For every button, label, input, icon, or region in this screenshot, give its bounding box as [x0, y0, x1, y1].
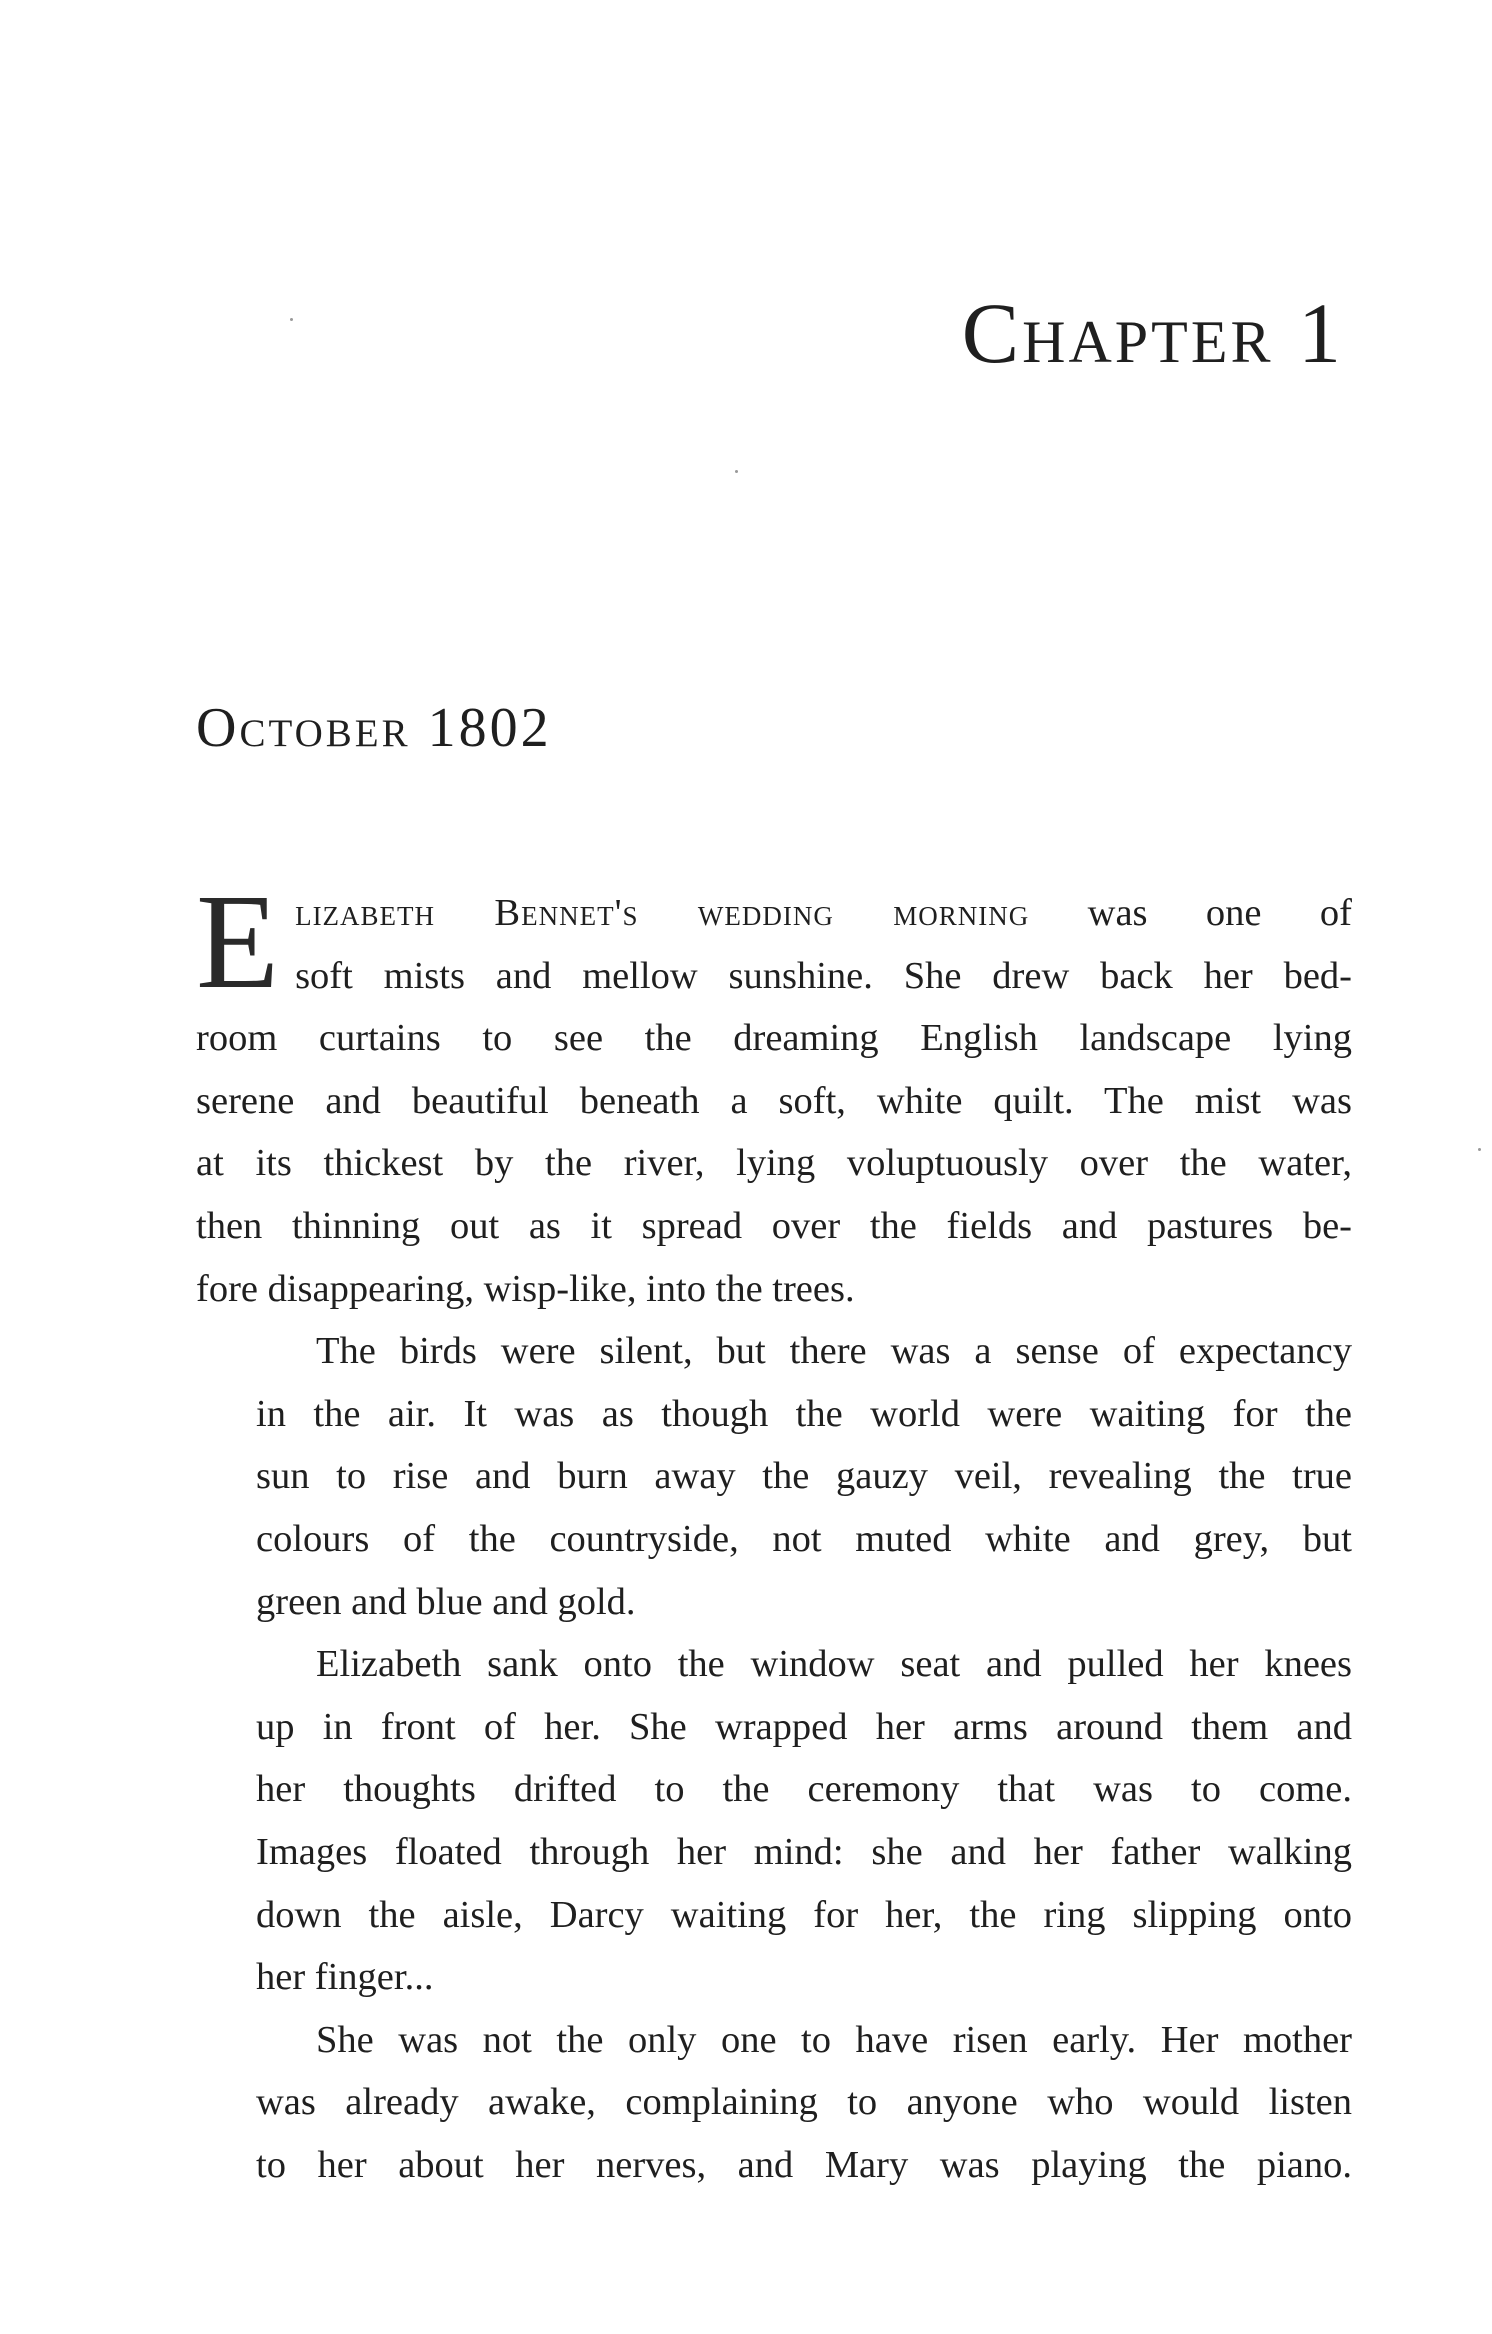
text-line: room curtains to see the dreaming English landscape lying: [196, 1017, 1352, 1060]
text-line: in the air. It was as though the world were waiting for the: [256, 1392, 1352, 1435]
date-initial: O: [196, 697, 240, 759]
text-line: her thoughts drifted to the ceremony that was to come.: [256, 1768, 1352, 1811]
text-line: sun to rise and burn away the gauzy veil, revealing the true: [256, 1455, 1352, 1498]
text-line: colours of the countryside, not muted white and grey, but: [256, 1517, 1352, 1560]
text-line: green and blue and gold.: [256, 1580, 636, 1623]
scan-speck: [1478, 1148, 1481, 1151]
text-line: lizabeth Bennet's wedding morning was one of: [295, 892, 1352, 934]
date-month: ctober: [239, 697, 411, 759]
section-date-heading: [196, 697, 552, 759]
scan-speck: [735, 470, 738, 473]
drop-cap: E: [196, 867, 280, 1017]
chapter-title: [961, 285, 1344, 381]
paragraph: [196, 1633, 1352, 2009]
paragraph: [196, 867, 1352, 1320]
lead-in: lizabeth Bennet's wedding morning: [295, 892, 1030, 934]
paragraph: [196, 2009, 1352, 2197]
text-line: was already awake, complaining to anyone who would listen: [256, 2081, 1352, 2124]
date-year: 1802: [427, 697, 552, 759]
text-line: serene and beautiful beneath a soft, white quilt. The mist was: [196, 1079, 1352, 1122]
text-line: Images floated through her mind: she and her father walking: [256, 1830, 1352, 1873]
text-line: She was not the only one to have risen early. Her mother: [316, 2018, 1352, 2061]
text-line: soft mists and mellow sunshine. She drew back her bed-: [295, 954, 1352, 997]
text-line: her finger...: [256, 1956, 434, 1999]
text-line: down the aisle, Darcy waiting for her, the ring slipping onto: [256, 1893, 1352, 1936]
chapter-title-text: Chapter 1: [961, 285, 1344, 381]
text-line: then thinning out as it spread over the fields and pastures be-: [196, 1204, 1352, 1247]
text-line: fore disappearing, wisp-like, into the trees.: [196, 1267, 855, 1310]
paragraph: [196, 1320, 1352, 1633]
text-line: up in front of her. She wrapped her arms around them and: [256, 1705, 1352, 1748]
scan-speck: [290, 318, 293, 321]
chapter-body: [196, 867, 1352, 2196]
text-line: to her about her nerves, and Mary was playing the piano.: [256, 2143, 1352, 2186]
text-line: The birds were silent, but there was a sense of expectancy: [316, 1330, 1352, 1373]
text-line: Elizabeth sank onto the window seat and pulled her knees: [316, 1643, 1352, 1686]
text-line: at its thickest by the river, lying voluptuously over the water,: [196, 1142, 1352, 1185]
